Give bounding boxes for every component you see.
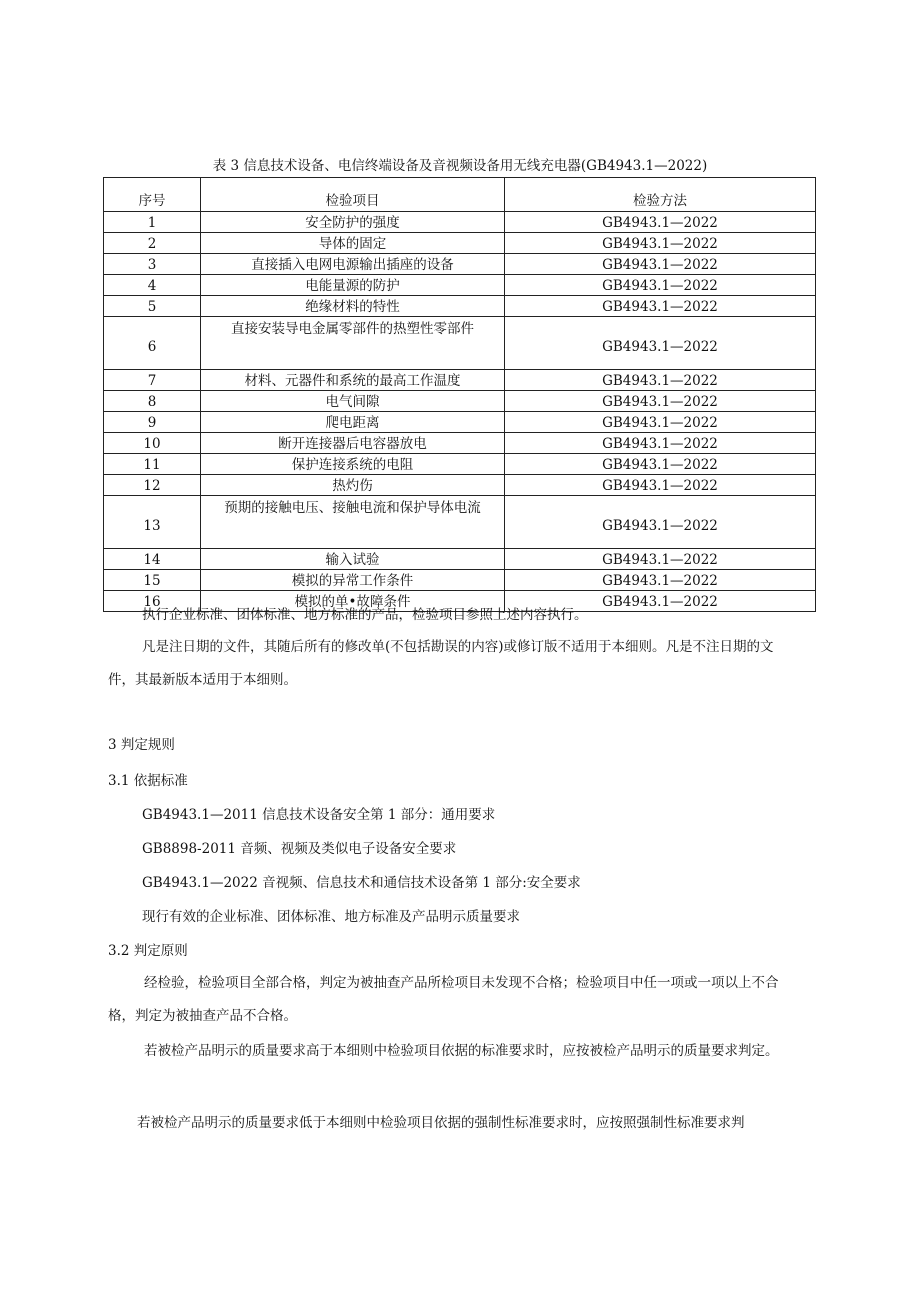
row-seq: 15 — [104, 570, 201, 591]
table-caption: 表 3 信息技术设备、电信终端设备及音视频设备用无线充电器(GB4943.1—2022) — [212, 158, 708, 174]
row-seq: 1 — [104, 212, 201, 233]
row-seq: 11 — [104, 454, 201, 475]
row-item: 输入试验 — [201, 549, 505, 570]
judgement-paragraph-3: 若被检产品明示的质量要求低于本细则中检验项目依据的强制性标准要求时，应按照强制性标准要求判 — [137, 1115, 745, 1131]
row-item: 热灼伤 — [201, 475, 505, 496]
row-method: GB4943.1—2022 — [505, 591, 816, 612]
row-item: 断开连接器后电容器放电 — [201, 433, 505, 454]
row-method: GB4943.1—2022 — [505, 475, 816, 496]
row-seq: 5 — [104, 296, 201, 317]
header-item: 检验项目 — [201, 178, 505, 212]
row-item: 电气间隙 — [201, 391, 505, 412]
table-row — [104, 549, 816, 570]
row-seq: 2 — [104, 233, 201, 254]
row-item: 材料、元器件和系统的最高工作温度 — [201, 370, 505, 391]
row-item: 导体的固定 — [201, 233, 505, 254]
row-method: GB4943.1—2022 — [505, 496, 816, 549]
row-method: GB4943.1—2022 — [505, 254, 816, 275]
row-method: GB4943.1—2022 — [505, 570, 816, 591]
table-row — [104, 254, 816, 275]
row-item: 直接插入电网电源输出插座的设备 — [201, 254, 505, 275]
table-row — [104, 454, 816, 475]
row-method: GB4943.1—2022 — [505, 233, 816, 254]
row-seq: 9 — [104, 412, 201, 433]
row-item: 绝缘材料的特性 — [201, 296, 505, 317]
judgement-paragraph-1: 经检验，检验项目全部合格，判定为被抽查产品所检项目未发现不合格；检验项目中任一项或一项以上不合格，判定为被抽查产品不合格。 — [108, 975, 779, 1024]
row-method: GB4943.1—2022 — [505, 391, 816, 412]
row-seq: 14 — [104, 549, 201, 570]
table-row — [104, 433, 816, 454]
note-dated-references: 凡是注日期的文件，其随后所有的修改单(不包括勘误的内容)或修订版不适用于本细则。凡是不注日期的文件，其最新版本适用于本细则。 — [108, 639, 774, 688]
row-method: GB4943.1—2022 — [505, 212, 816, 233]
inspection-table — [103, 177, 816, 612]
row-seq: 8 — [104, 391, 201, 412]
table-row — [104, 275, 816, 296]
standard-item: GB4943.1—2022 音视频、信息技术和通信技术设备第 1 部分:安全要求 — [142, 875, 581, 891]
table-row — [104, 475, 816, 496]
row-method: GB4943.1—2022 — [505, 275, 816, 296]
row-seq: 3 — [104, 254, 201, 275]
row-method: GB4943.1—2022 — [505, 454, 816, 475]
row-seq: 16 — [104, 591, 201, 612]
section-3-title: 3 判定规则 — [108, 737, 175, 753]
row-seq: 4 — [104, 275, 201, 296]
row-method: GB4943.1—2022 — [505, 317, 816, 370]
row-seq: 7 — [104, 370, 201, 391]
row-seq: 6 — [104, 317, 201, 370]
table-row — [104, 570, 816, 591]
row-method: GB4943.1—2022 — [505, 370, 816, 391]
row-seq: 10 — [104, 433, 201, 454]
note-scope: 执行企业标准、团体标准、地方标准的产品，检验项目参照上述内容执行。 — [142, 607, 588, 623]
section-3-1-title: 3.1 依据标准 — [108, 773, 188, 789]
table-row — [104, 496, 816, 549]
standard-item: GB4943.1—2011 信息技术设备安全第 1 部分：通用要求 — [142, 807, 496, 823]
table-header-row — [104, 178, 816, 212]
row-method: GB4943.1—2022 — [505, 549, 816, 570]
table-row — [104, 412, 816, 433]
table-row — [104, 233, 816, 254]
judgement-paragraph-2: 若被检产品明示的质量要求高于本细则中检验项目依据的标准要求时，应按被检产品明示的质量要求判定。 — [144, 1043, 779, 1059]
row-item: 安全防护的强度 — [201, 212, 505, 233]
row-item: 模拟的异常工作条件 — [201, 570, 505, 591]
row-item: 直接安装导电金属零部件的热塑性零部件 — [201, 317, 505, 370]
row-item: 保护连接系统的电阻 — [201, 454, 505, 475]
row-item: 爬电距离 — [201, 412, 505, 433]
header-method: 检验方法 — [505, 178, 816, 212]
row-method: GB4943.1—2022 — [505, 296, 816, 317]
row-seq: 12 — [104, 475, 201, 496]
row-item: 预期的接触电压、接触电流和保护导体电流 — [201, 496, 505, 549]
table-row — [104, 391, 816, 412]
row-method: GB4943.1—2022 — [505, 433, 816, 454]
table-row — [104, 317, 816, 370]
row-item: 模拟的单•故障条件 — [201, 591, 505, 612]
row-item: 电能量源的防护 — [201, 275, 505, 296]
table-row — [104, 212, 816, 233]
table-row — [104, 370, 816, 391]
standard-item: 现行有效的企业标准、团体标准、地方标准及产品明示质量要求 — [142, 909, 520, 925]
row-method: GB4943.1—2022 — [505, 412, 816, 433]
header-seq: 序号 — [104, 178, 201, 212]
section-3-2-title: 3.2 判定原则 — [108, 943, 188, 959]
row-seq: 13 — [104, 496, 201, 549]
standard-item: GB8898-2011 音频、视频及类似电子设备安全要求 — [142, 841, 457, 857]
table-row — [104, 296, 816, 317]
